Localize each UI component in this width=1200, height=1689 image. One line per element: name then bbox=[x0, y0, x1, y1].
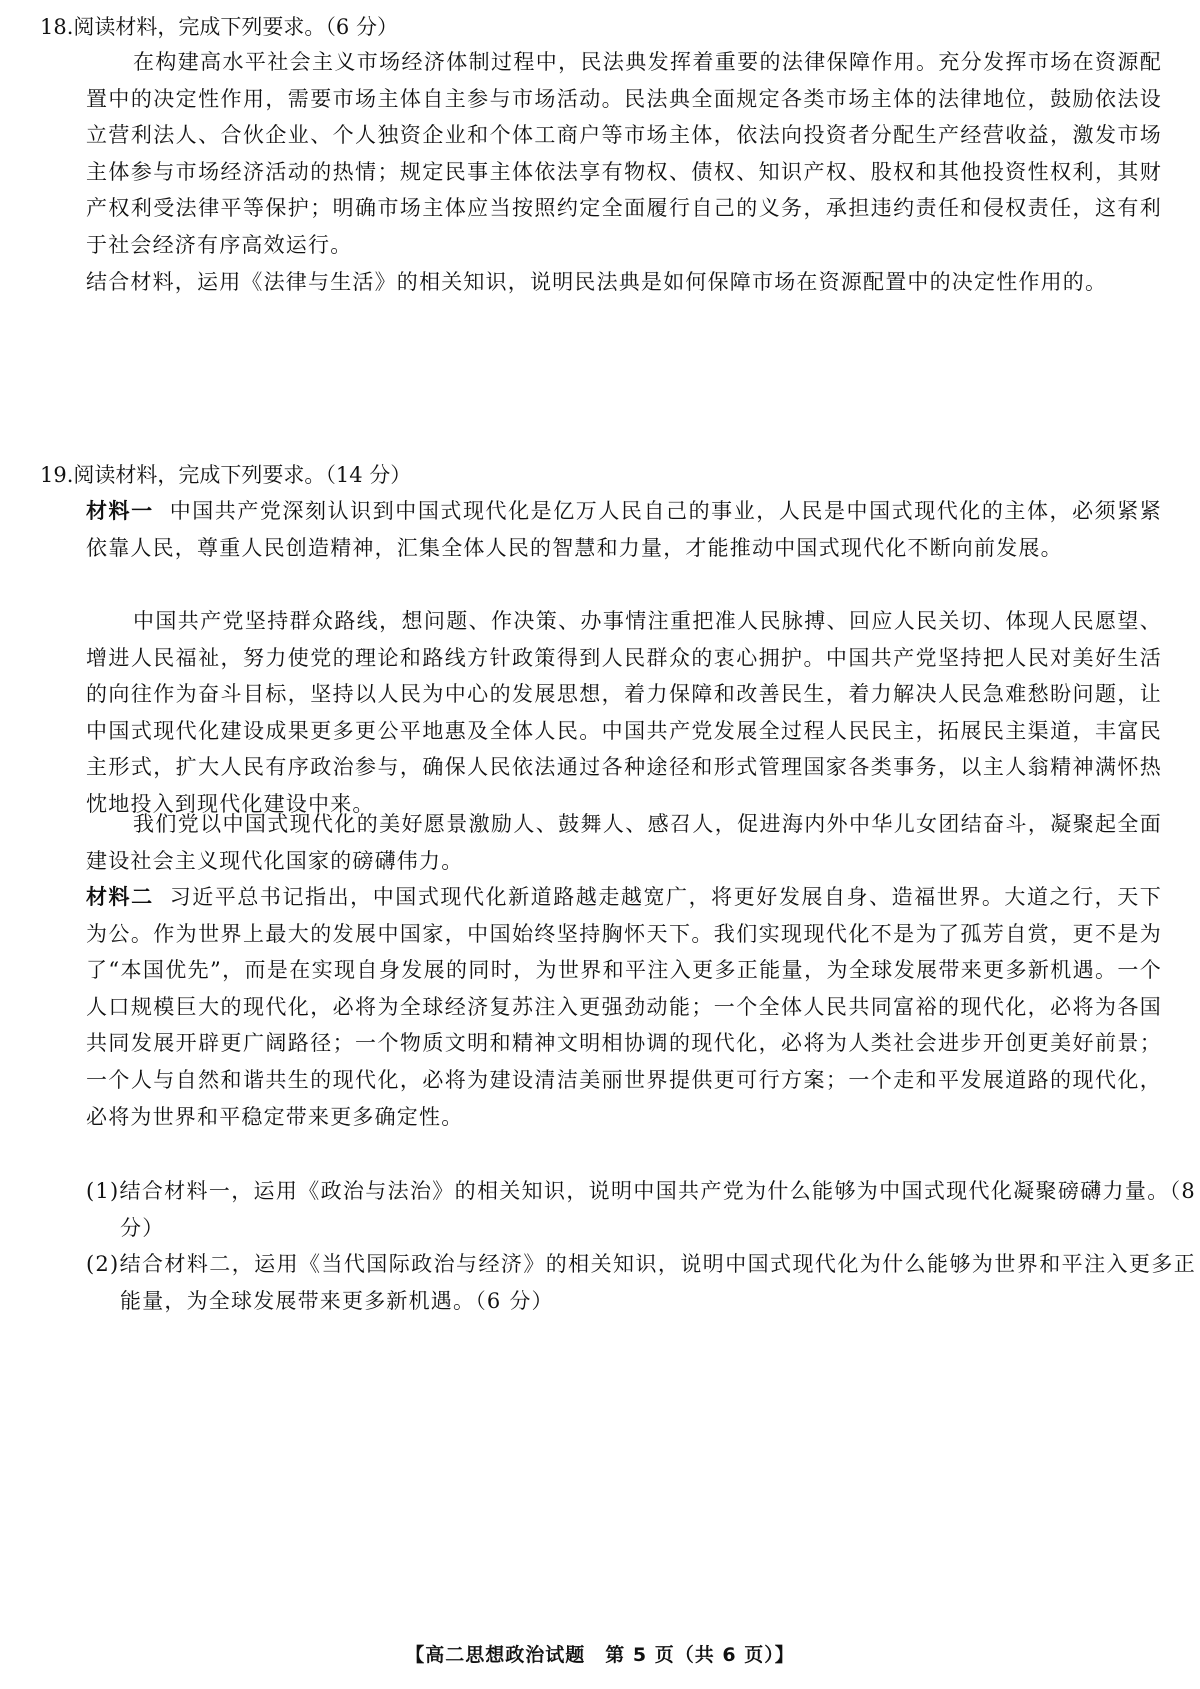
material-2-label: 材料二 bbox=[86, 884, 154, 909]
material-1-para-3: 我们党以中国式现代化的美好愿景激励人、鼓舞人、感召人，促进海内外中华儿女团结奋斗，凝聚起全面建设社会主义现代化国家的磅礴伟力。 bbox=[86, 812, 1162, 873]
question-19-heading bbox=[40, 458, 411, 492]
material-1-para-1 bbox=[86, 493, 1162, 566]
question-18-material: 在构建高水平社会主义市场经济体制过程中，民法典发挥着重要的法律保障作用。充分发挥市场在资源配置中的决定性作用，需要市场主体自主参与市场活动。民法典全面规定各类市场主体的法律地位，鼓励依法设立营利法人、合伙企业、个人独资企业和个体工商户等市场主体，依法向投资者分配生产经营收益，激发市场主体参与市场经济活动的热情；规定民事主体依法享有物权、债权、知识产权、股权和其他投资性权利，其财产权利受法律平等保护；明确市场主体应当按照约定全面履行自己的义务，承担违约责任和侵权责任，这有利于社会经济有序高效运行。 bbox=[86, 50, 1162, 257]
material-1-para-1-text: 中国共产党深刻认识到中国式现代化是亿万人民自己的事业，人民是中国式现代化的主体，必须紧紧依靠人民，尊重人民创造精神，汇集全体人民的智慧和力量，才能推动中国式现代化不断向前发展。 bbox=[86, 499, 1162, 560]
question-18-task: 结合材料，运用《法律与生活》的相关知识，说明民法典是如何保障市场在资源配置中的决定性作用的。 bbox=[86, 270, 1108, 294]
sub-question-1: (1)结合材料一，运用《政治与法治》的相关知识，说明中国共产党为什么能够为中国式现代化凝聚磅礴力量。（8 分） bbox=[86, 1179, 1196, 1240]
page-footer: 【高二思想政治试题 第 5 页（共 6 页）】 bbox=[405, 1644, 795, 1666]
question-19-number: 19. bbox=[40, 463, 74, 487]
sub-question-2: (2)结合材料二，运用《当代国际政治与经济》的相关知识，说明中国式现代化为什么能够为世界和平注入更多正能量，为全球发展带来更多新机遇。（6 分） bbox=[86, 1252, 1196, 1313]
question-18-title: 阅读材料，完成下列要求。（6 分） bbox=[73, 15, 398, 39]
material-1-label: 材料一 bbox=[86, 498, 154, 523]
material-2-para-1 bbox=[86, 879, 1162, 1135]
question-18-number: 18. bbox=[40, 15, 74, 39]
material-1-para-2: 中国共产党坚持群众路线，想问题、作决策、办事情注重把准人民脉搏、回应人民关切、体现人民愿望、增进人民福祉，努力使党的理论和路线方针政策得到人民群众的衷心拥护。中国共产党坚持把人民对美好生活的向往作为奋斗目标，坚持以人民为中心的发展思想，着力保障和改善民生，着力解决人民急难愁盼问题，让中国式现代化建设成果更多更公平地惠及全体人民。中国共产党发展全过程人民民主，拓展民主渠道，丰富民主形式，扩大人民有序政治参与，确保人民依法通过各种途径和形式管理国家各类事务，以主人翁精神满怀热忱地投入到现代化建设中来。 bbox=[86, 609, 1162, 816]
question-19-title: 阅读材料，完成下列要求。（14 分） bbox=[73, 463, 412, 487]
question-18-heading bbox=[40, 10, 398, 44]
material-2-para-1-text: 习近平总书记指出，中国式现代化新道路越走越宽广，将更好发展自身、造福世界。大道之行，天下为公。作为世界上最大的发展中国家，中国始终坚持胸怀天下。我们实现现代化不是为了孤芳自赏，更不是为了“本国优先”，而是在实现自身发展的同时，为世界和平注入更多正能量，为全球发展带来更多新机遇。一个人口规模巨大的现代化，必将为全球经济复苏注入更强劲动能；一个全体人民共同富裕的现代化，必将为各国共同发展开辟更广阔路径；一个物质文明和精神文明相协调的现代化，必将为人类社会进步开创更美好前景；一个人与自然和谐共生的现代化，必将为建设清洁美丽世界提供更可行方案；一个走和平发展道路的现代化，必将为世界和平稳定带来更多确定性。 bbox=[86, 885, 1162, 1129]
